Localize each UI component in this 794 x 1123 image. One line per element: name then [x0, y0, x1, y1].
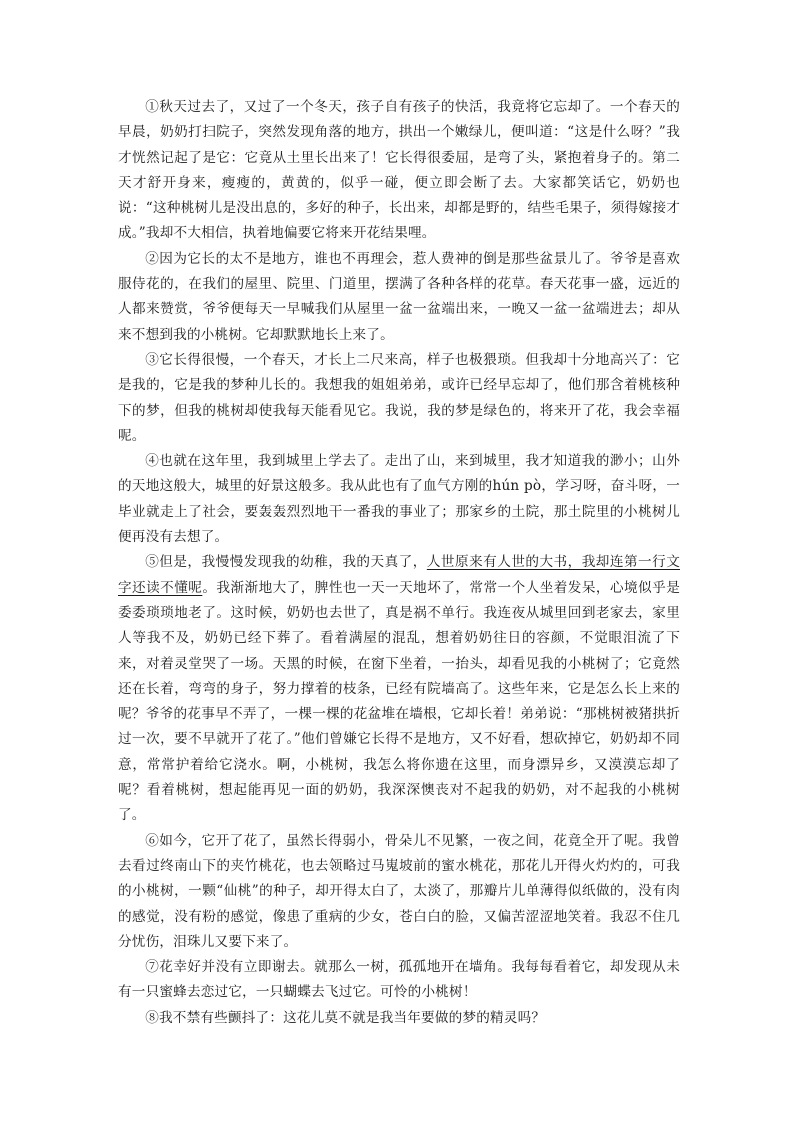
paragraph-5-lead: ⑤但是，我慢慢发现我的幼稚，我的天真了，	[145, 554, 427, 571]
paragraph-1: ①秋天过去了，又过了一个冬天，孩子自有孩子的快活，我竟将它忘却了。一个春天的早晨，奶奶打扫院子，突然发现角落的地方，拱出一个嫩绿儿，便叫道：“这是什么呀？”我才恍然记起了是它：它竟从土里长出来了！它长得很委屈，是弯了头，紧抱着身子的。第二天才舒开身来，瘦瘦的，黄黄的，似乎一碰，便立即会断了去。大家都笑话它，奶奶也说：“这种桃树儿是没出息的，多好的种子，长出来，却都是野的，结些毛果子，须得嫁接才成。”我却不大相信，执着地偏要它将来开花结果哩。	[118, 99, 680, 242]
paragraph-4: ④也就在这年里，我到城里上学去了。走出了山，来到城里，我才知道我的渺小；山外的天地这般大，城里的好景这般多。我从此也有了血气方刚的hún pò，学习呀，奋斗呀，一毕业就走上了社会，要轰轰烈烈地干一番我的事业了；那家乡的土院，那土院里的小桃树儿便再没有去想了。	[118, 453, 680, 546]
paragraph-2: ②因为它长的太不是地方，谁也不再理会，惹人费神的倒是那些盆景儿了。爷爷是喜欢服侍花的，在我们的屋里、院里、门道里，摆满了各种各样的花草。春天花事一盛，远近的人都来赞赏，爷爷便每天一早喊我们从屋里一盆一盆端出来，一晚又一盆一盆端进去；却从来不想到我的小桃树。它却默默地长上来了。	[118, 250, 680, 343]
paragraph-3: ③它长得很慢，一个春天，才长上二尺来高，样子也极猥琐。但我却十分地高兴了：它是我的，它是我的梦种儿长的。我想我的姐姐弟弟，或许已经早忘却了，他们那含着桃核种下的梦，但我的桃树却使我每天能看见它。我说，我的梦是绿色的，将来开了花，我会幸福呢。	[118, 351, 680, 444]
paragraph-8: ⑧我不禁有些颤抖了：这花儿莫不就是我当年要做的梦的精灵吗？	[145, 1009, 546, 1026]
paragraph-6: ⑥如今，它开了花了，虽然长得弱小，骨朵儿不见繁，一夜之间，花竟全开了呢。我曾去看过终南山下的夹竹桃花，也去领略过马嵬坡前的蜜水桃花，那花儿开得火灼灼的，可我的小桃树，一颗“仙桃”的种子，却开得太白了，太淡了，那瓣片儿单薄得似纸做的，没有肉的感觉，没有粉的感觉，像患了重病的少女，苍白白的脸，又偏苦涩涩地笑着。我忍不住几分忧伤，泪珠儿又要下来了。	[118, 832, 680, 950]
underlined-sentence: 人世原来有人世的大书，我却连第一行文字还读不懂呢	[118, 554, 681, 596]
paragraph-5-rest: 。我渐渐地大了，脾性也一天一天地坏了，常常一个人坐着发呆，心境似乎是委委琐琐地老了。这时候，奶奶也去世了，真是祸不单行。我连夜从城里回到老家去，家里人等我不及，奶奶已经下葬了。看着满屋的混乱，想着奶奶往日的容颜，不觉眼泪流了下来，对着灵堂哭了一场。天黑的时候，在窗下坐着，一抬头，却看见我的小桃树了；它竟然还在长着，弯弯的身子，努力撑着的枝条，已经有院墙高了。这些年来，它是怎么长上来的呢？爷爷的花事早不弄了，一棵一棵的花盆堆在墙根，它却长着！弟弟说：“那桃树被猪拱折过一次，要不早就开了花了。”他们曾嫌它长得不是地方，又不好看，想砍掉它，奶奶却不同意，常常护着给它浇水。啊，小桃树，我怎么将你遗在这里，而身漂异乡，又漠漠忘却了呢？看着桃树，想起能再见一面的奶奶，我深深懊丧对不起我的奶奶，对不起我的小桃树了。	[118, 579, 680, 824]
article-body	[118, 95, 680, 1031]
paragraph-5	[118, 550, 680, 828]
paragraph-7: ⑦花幸好并没有立即谢去。就那么一树，孤孤地开在墙角。我每每看着它，却发现从未有一只蜜蜂去恋过它，一只蝴蝶去飞过它。可怜的小桃树！	[118, 959, 680, 1001]
